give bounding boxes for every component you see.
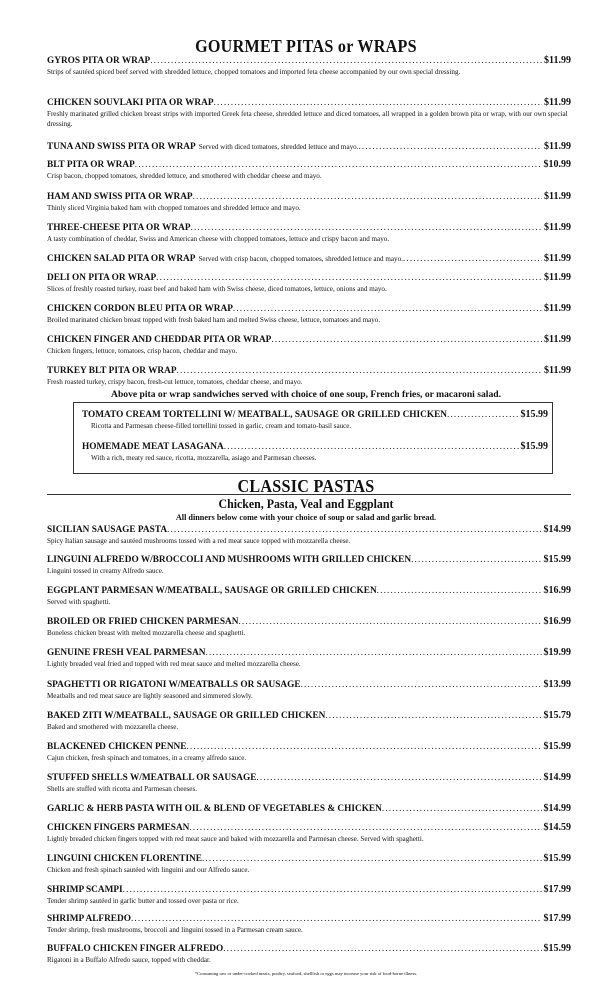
item-description: Fresh roasted turkey, crispy bacon, fresh-cut lettuce, tomatoes, cheddar cheese, and mayo. (47, 378, 303, 386)
item-price: $15.99 (520, 441, 548, 452)
item-price: $16.99 (543, 616, 571, 627)
item-name: LINGUINI ALFREDO W/BROCCOLI AND MUSHROOMS WITH GRILLED CHICKEN (47, 555, 412, 565)
menu-item (47, 253, 571, 265)
item-price: $16.99 (543, 585, 571, 596)
leader-dots (382, 804, 542, 815)
leader-dots (233, 304, 542, 315)
item-name: BROILED OR FRIED CHICKEN PARMESAN (47, 617, 239, 627)
item-price: $17.99 (543, 913, 571, 924)
item-price: $14.99 (543, 803, 571, 814)
boxed-item (82, 409, 548, 432)
leader-dots (193, 192, 542, 203)
menu-item (47, 191, 571, 214)
item-price: $15.99 (543, 943, 571, 954)
item-description: Served with spaghetti. (47, 598, 111, 606)
leader-dots (411, 555, 541, 566)
item-description: A tasty combination of cheddar, Swiss and American cheese with chopped tomatoes, lettuce and crispy bacon and mayo. (47, 235, 390, 243)
menu-item (47, 884, 571, 907)
item-description: Broiled marinated chicken breast topped with fresh baked ham and melted Swiss cheese, lettuce, tomatoes and mayo. (47, 316, 381, 324)
item-description: Chicken fingers, lettuce, tomatoes, crisp bacon, cheddar and mayo. (47, 347, 238, 355)
menu-item (47, 647, 571, 670)
item-price: $11.99 (544, 303, 571, 314)
menu-item (47, 524, 571, 547)
leader-dots (189, 823, 541, 834)
item-price: $17.99 (543, 884, 571, 895)
item-price: $15.99 (543, 741, 571, 752)
item-name: BLACKENED CHICKEN PENNE (47, 742, 187, 752)
item-description: Shells are stuffed with ricotta and Parmesan cheeses. (47, 785, 197, 793)
item-description: Cajun chicken, fresh spinach and tomatoes, in a creamy alfredo sauce. (47, 754, 247, 762)
item-price: $15.99 (543, 554, 571, 565)
menu-item (47, 585, 571, 608)
item-description: Spicy Italian sausage and sautéed mushrooms tossed with a red meat sauce topped with mozzarella cheese. (47, 537, 351, 545)
menu-item (47, 943, 571, 966)
menu-item (47, 365, 571, 388)
item-price: $11.99 (544, 97, 571, 108)
item-description: Meatballs and red meat sauce are lightly seasoned and simmered slowly. (47, 692, 253, 700)
item-description: Ricotta and Parmesan cheese-filled tortellini tossed in garlic, cream and tomato-basil sauce. (91, 422, 352, 430)
leader-dots (177, 366, 543, 377)
leader-dots (325, 711, 541, 722)
item-price: $11.99 (544, 334, 571, 345)
leader-dots (256, 773, 541, 784)
leader-dots (186, 742, 541, 753)
item-description: Freshly marinated grilled chicken breast strips with imported Greek feta cheese, shredded lettuce and diced tomatoes, all wrapped in a golden brown pita or wrap, with our own special dressing. (47, 110, 568, 128)
menu-item (47, 822, 571, 845)
item-name: LINGUINI CHICKEN FLORENTINE (47, 854, 202, 864)
item-description: Rigatoni in a Buffalo Alfredo sauce, topped with cheddar. (47, 956, 211, 964)
item-price: $14.59 (543, 822, 571, 833)
item-name: SHRIMP SCAMPI (47, 885, 123, 895)
item-description: Boneless chicken breast with melted mozzarella cheese and spaghetti. (47, 629, 246, 637)
item-name: EGGPLANT PARMESAN W/MEATBALL, SAUSAGE OR GRILLED CHICKEN (47, 586, 377, 596)
menu-item (47, 772, 571, 795)
leader-dots (156, 273, 542, 284)
item-name: SPAGHETTI OR RIGATONI W/MEATBALLS OR SAUSAGE (47, 680, 301, 690)
item-price: $15.99 (543, 853, 571, 864)
item-price: $14.99 (543, 524, 571, 535)
menu-item (47, 303, 571, 326)
leader-dots (224, 442, 519, 453)
item-price: $11.99 (544, 253, 571, 264)
item-price: $11.99 (544, 191, 571, 202)
leader-dots (301, 680, 542, 691)
boxed-item (82, 441, 548, 464)
item-price: $13.99 (543, 679, 571, 690)
item-price: $15.79 (543, 710, 571, 721)
menu-item (47, 913, 571, 936)
menu-item (47, 97, 571, 129)
item-price: $11.99 (544, 272, 571, 283)
leader-dots (131, 914, 542, 925)
item-name: GYROS PITA OR WRAP (47, 56, 151, 66)
food-safety-footer: *Consuming raw or under-cooked meats, poultry, seafood, shellfish or eggs may increase your risk of food-borne illness. (194, 971, 418, 976)
leader-dots (447, 410, 519, 421)
item-description: Tender shrimp sautéed in garlic butter and tossed over pasta or rice. (47, 897, 239, 905)
leader-dots (271, 335, 542, 346)
item-price: $19.99 (543, 647, 571, 658)
pitas-title: GOURMET PITAS or WRAPS (195, 36, 417, 56)
item-description: Strips of sautéed spiced beef served with shredded lettuce, chopped tomatoes and imported feta cheese accompanied by our own special dressing. (47, 68, 461, 76)
item-description: Tender shrimp, fresh mushrooms, broccoli and linguini tossed in a Parmesan cream sauce. (47, 926, 303, 934)
item-description: Slices of freshly roasted turkey, roast beef and baked ham with Swiss cheese, diced tomatoes, lettuce, onions and mayo. (47, 285, 387, 293)
leader-dots (191, 223, 543, 234)
menu-item (47, 554, 571, 577)
menu-item (47, 616, 571, 639)
item-name: TOMATO CREAM TORTELLINI W/ MEATBALL, SAUSAGE OR GRILLED CHICKEN (82, 410, 447, 420)
item-description: Chicken and fresh spinach sautéed with linguini and our Alfredo sauce. (47, 866, 250, 874)
item-name: CHICKEN SOUVLAKI PITA OR WRAP (47, 98, 214, 108)
leader-dots (150, 56, 542, 67)
leader-dots (123, 885, 542, 896)
item-name: DELI ON PITA OR WRAP (47, 273, 157, 283)
item-name: HAM AND SWISS PITA OR WRAP (47, 192, 193, 202)
item-name: TUNA AND SWISS PITA OR WRAP (47, 142, 196, 152)
pastas-title: CLASSIC PASTAS (237, 476, 375, 496)
leader-dots (358, 142, 542, 153)
leader-dots (377, 586, 542, 597)
menu-item (47, 159, 571, 182)
leader-dots (202, 854, 542, 865)
item-name: SHRIMP ALFREDO (47, 914, 131, 924)
item-description: Crisp bacon, chopped tomatoes, shredded lettuce, and smothered with cheddar cheese and mayo. (47, 172, 322, 180)
leader-dots (167, 525, 541, 536)
item-price: $11.99 (544, 141, 571, 152)
leader-dots (403, 254, 542, 265)
item-inline-description: Served with diced tomatoes, shredded lettuce and mayo. (198, 143, 359, 151)
item-name: TURKEY BLT PITA OR WRAP (47, 366, 177, 376)
item-price: $11.99 (544, 365, 571, 376)
leader-dots (135, 160, 542, 171)
menu-item (47, 710, 571, 733)
item-price: $10.99 (543, 159, 571, 170)
item-description: With a rich, meaty red sauce, ricotta, mozzarella, asiago and Parmesan cheeses. (91, 454, 317, 462)
leader-dots (238, 617, 541, 628)
menu-item (47, 272, 571, 295)
item-description: Lightly breaded chicken fingers topped with red meat sauce and baked with mozzarella and Parmesan cheese. Served with spaghetti. (47, 835, 424, 843)
leader-dots (206, 648, 542, 659)
item-price: $14.99 (543, 772, 571, 783)
item-name: BAKED ZITI W/MEATBALL, SAUSAGE OR GRILLED CHICKEN (47, 711, 326, 721)
menu-item (47, 853, 571, 876)
item-name: STUFFED SHELLS W/MEATBALL OR SAUSAGE (47, 773, 257, 783)
item-description: Thinly sliced Virginia baked ham with chopped tomatoes and shredded lettuce and mayo. (47, 204, 301, 212)
pitas-note: Above pita or wrap sandwiches served with choice of one soup, French fries, or macaroni salad. (111, 389, 501, 400)
item-name: SICILIAN SAUSAGE PASTA (47, 525, 168, 535)
item-name: GARLIC & HERB PASTA WITH OIL & BLEND OF VEGETABLES & CHICKEN (47, 804, 382, 814)
item-description: Linguini tossed in creamy Alfredo sauce. (47, 567, 164, 575)
item-price: $11.99 (544, 222, 571, 233)
leader-dots (223, 944, 541, 955)
menu-item (47, 679, 571, 702)
pastas-note: All dinners below come with your choice of soup or salad and garlic bread. (175, 513, 437, 522)
item-name: CHICKEN SALAD PITA OR WRAP (47, 254, 196, 264)
item-description: Lightly breaded veal fried and topped with red meat sauce and melted mozzarella cheese. (47, 660, 301, 668)
item-name: BLT PITA OR WRAP (47, 160, 135, 170)
leader-dots (214, 98, 543, 109)
item-name: CHICKEN FINGER AND CHEDDAR PITA OR WRAP (47, 335, 272, 345)
specials-box (73, 402, 553, 474)
item-name: GENUINE FRESH VEAL PARMESAN (47, 648, 206, 658)
menu-item (47, 222, 571, 245)
item-name: BUFFALO CHICKEN FINGER ALFREDO (47, 944, 224, 954)
item-name: THREE-CHEESE PITA OR WRAP (47, 223, 191, 233)
menu-item (47, 141, 571, 153)
item-name: CHICKEN CORDON BLEU PITA OR WRAP (47, 304, 233, 314)
item-description: Baked and smothered with mozzarella cheese. (47, 723, 179, 731)
menu-item (47, 803, 571, 815)
menu-item (47, 741, 571, 764)
item-inline-description: Served with crisp bacon, chopped tomatoes, shredded lettuce and mayo. (198, 255, 403, 263)
item-price: $11.99 (544, 55, 571, 66)
menu-item (47, 55, 571, 78)
menu-item (47, 334, 571, 357)
item-name: HOMEMADE MEAT LASAGANA (82, 442, 224, 452)
item-price: $15.99 (520, 409, 548, 420)
item-name: CHICKEN FINGERS PARMESAN (47, 823, 190, 833)
pastas-subtitle: Chicken, Pasta, Veal and Eggplant (218, 497, 394, 511)
